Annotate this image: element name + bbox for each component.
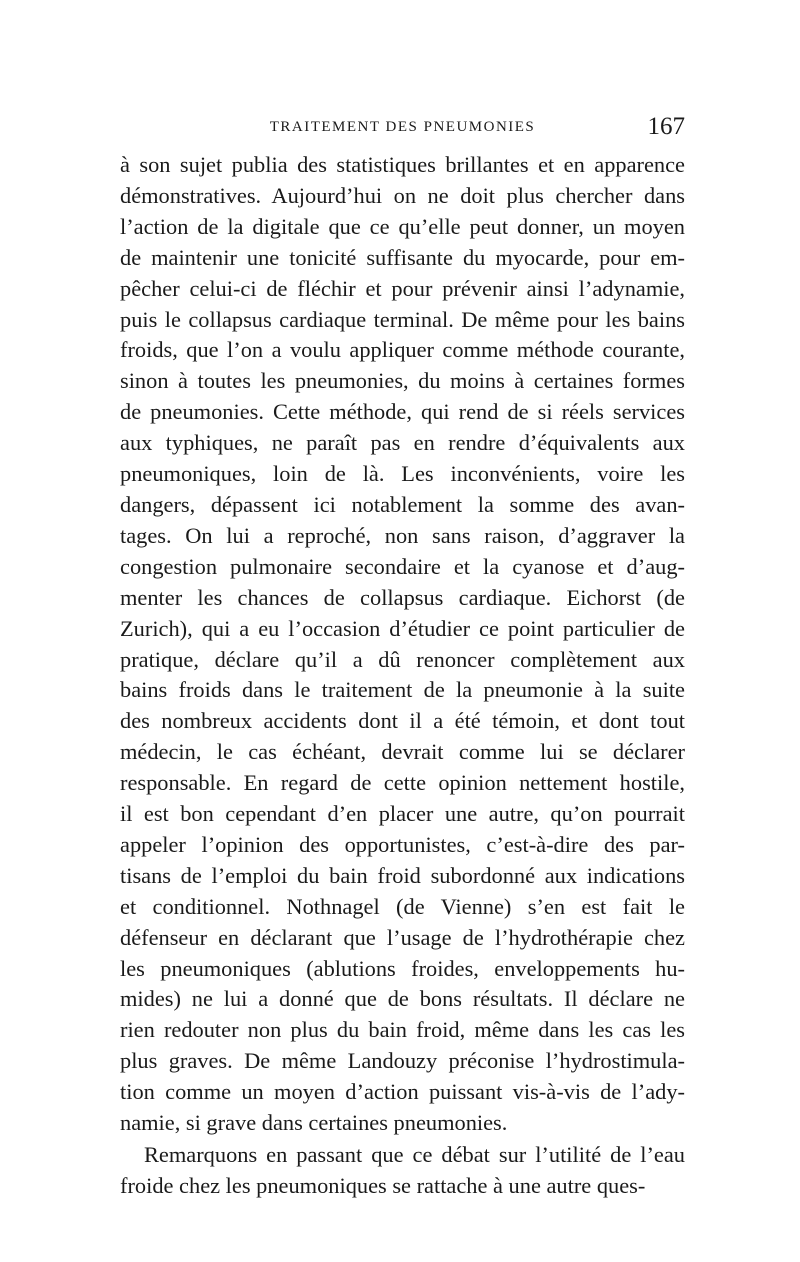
paragraph [120,150,685,1139]
text-line: froide chez les pneumoniques se rattache à une autre ques- [120,1172,646,1198]
text-line: appeler l’opinion des opportunistes, c’est-à-dire des par- [120,831,685,857]
text-line: Remarquons en passant que ce débat sur l’utilité de l’eau [144,1142,685,1167]
text-line: namie, si grave dans certaines pneumonies. [120,1110,508,1136]
text-line: démonstratives. Aujourd’hui on ne doit plus chercher dans [120,182,685,208]
text-line: froids, que l’on a voulu appliquer comme méthode courante, [120,337,685,363]
text-line: congestion pulmonaire secondaire et la cyanose et d’aug- [120,553,685,579]
text-line: tisans de l’emploi du bain froid subordonné aux indications [120,862,685,888]
text-line: puis le collapsus cardiaque terminal. De même pour les bains [120,306,685,332]
text-line: médecin, le cas échéant, devrait comme lui se déclarer [120,739,685,765]
text-line: plus graves. De même Landouzy préconise l’hydrostimula- [120,1048,685,1074]
text-line: bains froids dans le traitement de la pneumonie à la suite [120,677,685,703]
text-line: aux typhiques, ne paraît pas en rendre d’équivalents aux [120,430,685,456]
text-line: défenseur en déclarant que l’usage de l’hydrothérapie chez [120,924,685,950]
body-text [120,150,685,1202]
text-line: les pneumoniques (ablutions froides, enveloppements hu- [120,955,685,981]
page-header [120,113,685,145]
text-line: pratique, déclare qu’il a dû renoncer complètement aux [120,646,685,672]
text-line: tages. On lui a reproché, non sans raison, d’aggraver la [120,522,685,548]
text-line: de pneumonies. Cette méthode, qui rend de si réels services [120,399,685,425]
text-line: et conditionnel. Nothnagel (de Vienne) s’en est fait le [120,893,685,919]
text-line: à son sujet publia des statistiques brillantes et en apparence [120,152,685,177]
text-line: pneumoniques, loin de là. Les inconvénients, voire les [120,461,685,487]
text-line: mides) ne lui a donné que de bons résultats. Il déclare ne [120,986,685,1012]
text-line: dangers, dépassent ici notablement la somme des avan- [120,491,685,517]
text-line: tion comme un moyen d’action puissant vis-à-vis de l’ady- [120,1079,685,1105]
text-line: il est bon cependant d’en placer une autre, qu’on pourrait [120,801,685,827]
text-line: de maintenir une tonicité suffisante du myocarde, pour em- [120,244,685,270]
text-line: des nombreux accidents dont il a été témoin, et dont tout [120,708,685,734]
text-line: l’action de la digitale que ce qu’elle peut donner, un moyen [120,213,685,239]
text-line: responsable. En regard de cette opinion nettement hostile, [120,770,685,796]
text-line: menter les chances de collapsus cardiaque. Eichorst (de [120,584,685,610]
text-line: sinon à toutes les pneumonies, du moins à certaines formes [120,368,685,394]
paragraph [120,1140,685,1202]
text-line: pêcher celui-ci de fléchir et pour prévenir ainsi l’adynamie, [120,275,685,301]
running-title: TRAITEMENT DES PNEUMONIES [269,119,536,135]
page-number: 167 [647,113,685,140]
text-line: Zurich), qui a eu l’occasion d’étudier ce point particulier de [120,615,685,641]
text-line: rien redouter non plus du bain froid, même dans les cas les [120,1017,685,1043]
